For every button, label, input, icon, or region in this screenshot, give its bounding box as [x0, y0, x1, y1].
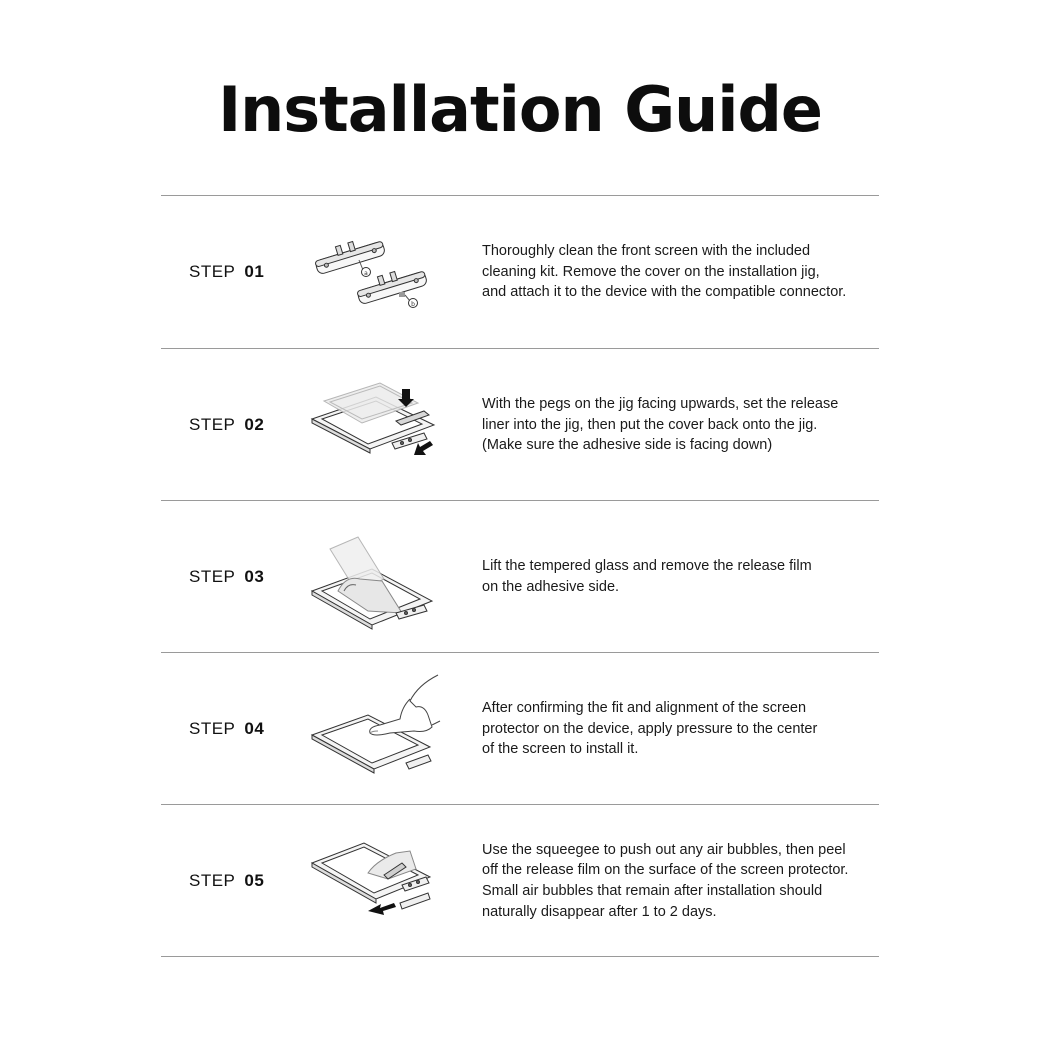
- step-description: [482, 805, 872, 957]
- step-04-row: [161, 653, 879, 805]
- description-line: Thoroughly clean the front screen with the included: [482, 243, 811, 260]
- description-line: Lift the tempered glass and remove the release film: [482, 558, 812, 575]
- description-line: naturally disappear after 1 to 2 days.: [482, 903, 717, 920]
- description-line: off the release film on the surface of the screen protector.: [482, 862, 849, 879]
- step-description: [482, 349, 872, 501]
- callout-b: b: [411, 301, 415, 308]
- description-line: (Make sure the adhesive side is facing down): [482, 437, 773, 454]
- step-description: [482, 653, 872, 805]
- description-line: cleaning kit. Remove the cover on the installation jig,: [482, 263, 820, 280]
- page-title: Installation Guide: [218, 73, 822, 146]
- step-word: STEP: [189, 871, 236, 890]
- step-description: [482, 196, 872, 348]
- step-05-row: [161, 805, 879, 957]
- jig-connector-icon: [306, 214, 441, 330]
- step-label: [189, 196, 264, 348]
- peel-film-icon: [306, 823, 441, 939]
- step-number: 04: [244, 719, 265, 738]
- step-label: [189, 653, 264, 805]
- description-line: liner into the jig, then put the cover back onto the jig.: [482, 416, 818, 433]
- step-label: [189, 349, 264, 501]
- description-line: of the screen to install it.: [482, 741, 639, 758]
- step-word: STEP: [189, 567, 236, 586]
- callout-a: a: [364, 270, 368, 277]
- step-01-row: [161, 196, 879, 348]
- description-line: Use the squeegee to push out any air bubbles, then peel: [482, 841, 846, 858]
- lift-glass-icon: [306, 519, 441, 635]
- release-liner-icon: [306, 367, 441, 483]
- description-line: Small air bubbles that remain after installation should: [482, 883, 823, 899]
- step-number: 02: [244, 415, 265, 434]
- description-line: and attach it to the device with the compatible connector.: [482, 284, 847, 301]
- step-word: STEP: [189, 262, 236, 281]
- description-line: After confirming the fit and alignment of the screen: [482, 700, 807, 717]
- step-number: 01: [244, 262, 265, 281]
- step-label: [189, 501, 264, 653]
- step-description: [482, 501, 872, 653]
- press-center-icon: [306, 671, 441, 787]
- step-03-row: [161, 501, 879, 653]
- step-number: 03: [244, 567, 265, 586]
- description-line: on the adhesive side.: [482, 579, 620, 595]
- step-label: [189, 805, 264, 957]
- step-word: STEP: [189, 415, 236, 434]
- description-line: protector on the device, apply pressure to the center: [482, 720, 818, 737]
- divider: [161, 956, 879, 957]
- step-word: STEP: [189, 719, 236, 738]
- step-02-row: [161, 349, 879, 501]
- description-line: With the pegs on the jig facing upwards, set the release: [482, 396, 839, 413]
- step-number: 05: [244, 871, 265, 890]
